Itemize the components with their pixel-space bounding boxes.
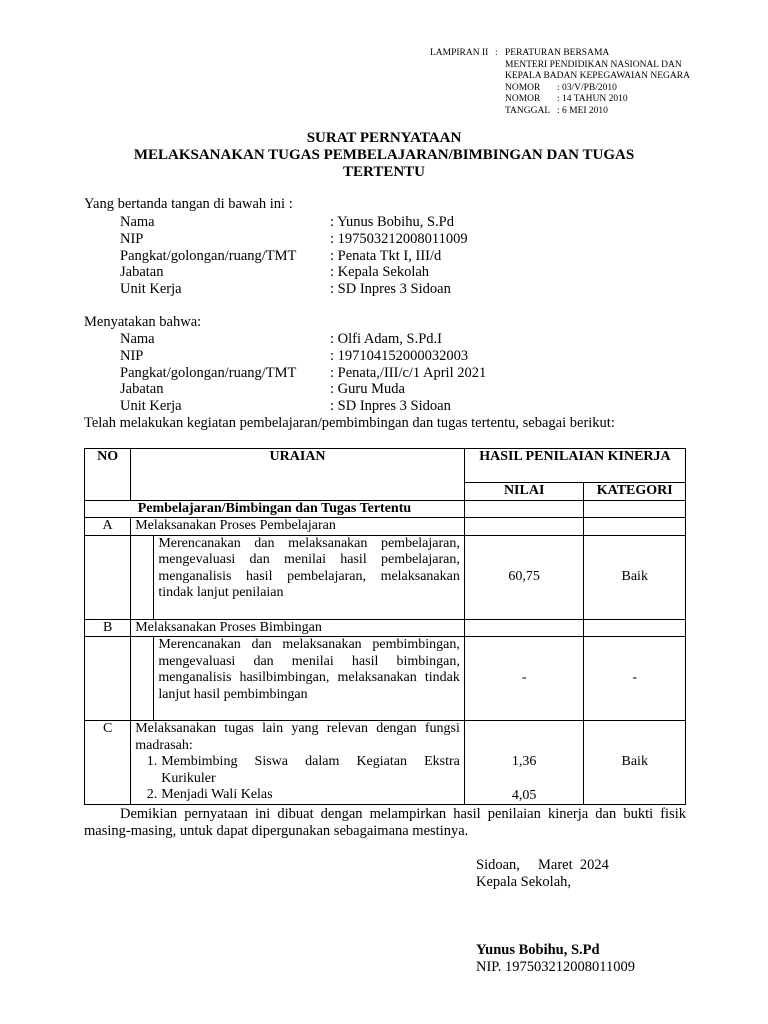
assessment-table <box>84 448 686 805</box>
header-uraian: URAIAN <box>131 449 465 501</box>
field-label: Pangkat/golongan/ruang/TMT <box>120 247 297 264</box>
title-line-2: MELAKSANAKAN TUGAS PEMBELAJARAN/BIMBINGAN DAN TUGAS <box>133 147 635 163</box>
row-b-kategori: - <box>584 637 686 721</box>
field-label: Nama <box>120 331 155 347</box>
lampiran-label: LAMPIRAN II <box>430 48 489 58</box>
empty-cell <box>464 619 584 637</box>
field-value: : SD Inpres 3 Sidoan <box>330 398 451 415</box>
indent-cell <box>131 637 154 721</box>
field-label: Nama <box>120 214 155 230</box>
row-b-no: B <box>85 619 131 637</box>
row-c-title: Melaksanakan tugas lain yang relevan dengan fungsi madrasah: <box>135 721 460 753</box>
row-c-nilai <box>464 721 584 805</box>
statement-intro: Menyatakan bahwa: <box>84 314 202 330</box>
signature-role: Kepala Sekolah, <box>476 874 572 890</box>
empty-cell <box>584 518 686 536</box>
header-kategori: KATEGORI <box>584 483 686 501</box>
field-label: Unit Kerja <box>120 398 182 415</box>
title-line-1: SURAT PERNYATAAN <box>306 130 462 146</box>
item-number: 1. <box>146 754 158 769</box>
field-value: : Guru Muda <box>330 381 405 398</box>
row-c-item-1-kategori: Baik <box>621 754 648 769</box>
lampiran-value: : 03/V/PB/2010 <box>557 82 617 93</box>
indent-cell <box>131 535 154 619</box>
item-number: 2. <box>146 787 158 802</box>
lampiran-colon: : <box>495 48 498 58</box>
row-b-title: Melaksanakan Proses Bimbingan <box>131 619 465 637</box>
field-value: : Penata Tkt I, III/d <box>330 247 442 264</box>
item-text: Menjadi Wali Kelas <box>161 787 273 802</box>
empty-cell <box>584 500 686 518</box>
empty-cell <box>464 500 584 518</box>
lampiran-header <box>430 48 750 117</box>
empty-cell <box>85 535 131 619</box>
row-c-item-2 <box>135 787 460 804</box>
field-label: Pangkat/golongan/ruang/TMT <box>120 364 297 381</box>
closing-paragraph: Demikian pernyataan ini dibuat dengan melampirkan hasil penilaian kinerja dan bukti fisik masing-masing, untuk dapat dipergunakan sebagaimana mestinya. <box>84 806 686 839</box>
empty-cell <box>464 518 584 536</box>
activity-intro: Telah melakukan kegiatan pembelajaran/pembimbingan dan tugas tertentu, sebagai berikut: <box>84 415 615 431</box>
row-a-description: Merencanakan dan melaksanakan pembelajaran, mengevaluasi dan menilai hasil pembelajaran, menganalisis hasil pembelajaran, melaksanakan tindak lanjut penilaian <box>154 535 465 619</box>
row-b-description: Merencanakan dan melaksanakan pembimbingan, mengevaluasi dan menilai hasil bimbingan, menganalisis hasilbimbingan, melaksanakan tindak lanjut hasil pembimbingan <box>154 637 465 721</box>
lampiran-value: : 14 TAHUN 2010 <box>557 94 628 104</box>
row-a-kategori: Baik <box>584 535 686 619</box>
row-c-item-1-nilai: 1,36 <box>511 754 537 769</box>
signer-fields <box>120 214 680 298</box>
field-value: : Penata,/III/c/1 April 2021 <box>330 364 487 381</box>
intro-text: Yang bertanda tangan di bawah ini : <box>84 196 293 212</box>
lampiran-key: NOMOR <box>505 82 541 93</box>
field-value: : Kepala Sekolah <box>330 264 430 281</box>
title-line-3: TERTENTU <box>343 164 425 180</box>
field-label: NIP <box>120 230 144 247</box>
lampiran-line: KEPALA BADAN KEPEGAWAIAN NEGARA <box>505 71 690 81</box>
section-subheader: Pembelajaran/Bimbingan dan Tugas Tertentu <box>85 500 465 518</box>
subject-fields <box>120 331 680 415</box>
field-label: NIP <box>120 347 144 364</box>
row-c-kategori <box>584 721 686 805</box>
signature-name: Yunus Bobihu, S.Pd <box>476 942 600 958</box>
empty-cell <box>584 619 686 637</box>
header-nilai: NILAI <box>464 483 584 501</box>
field-value: : Yunus Bobihu, S.Pd <box>330 214 454 230</box>
field-label: Jabatan <box>120 381 164 398</box>
header-hasil: HASIL PENILAIAN KINERJA <box>464 449 685 483</box>
signature-nip: NIP. 197503212008011009 <box>476 959 635 975</box>
field-label: Jabatan <box>120 264 164 281</box>
lampiran-key: NOMOR <box>505 94 541 104</box>
row-c-item-1 <box>135 754 460 787</box>
field-value: : 197503212008011009 <box>330 230 468 247</box>
empty-cell <box>85 637 131 721</box>
signature-place-date: Sidoan, Maret 2024 <box>476 857 609 873</box>
row-a-no: A <box>85 518 131 536</box>
row-b-nilai: - <box>464 637 584 721</box>
row-c-content <box>131 721 465 805</box>
field-value: : 197104152000032003 <box>330 347 469 364</box>
field-value: : Olfi Adam, S.Pd.I <box>330 331 442 347</box>
lampiran-line: PERATURAN BERSAMA <box>505 48 610 58</box>
lampiran-line: MENTERI PENDIDIKAN NASIONAL DAN <box>505 59 682 70</box>
row-c-item-2-nilai: 4,05 <box>511 787 537 803</box>
row-a-nilai: 60,75 <box>464 535 584 619</box>
row-c-no: C <box>85 721 131 805</box>
lampiran-value: : 6 MEI 2010 <box>557 105 608 116</box>
item-text: Membimbing Siswa dalam Kegiatan Ekstra Kurikuler <box>161 754 460 786</box>
lampiran-key: TANGGAL <box>505 105 551 116</box>
document-title <box>84 130 684 181</box>
row-a-title: Melaksanakan Proses Pembelajaran <box>131 518 465 536</box>
field-label: Unit Kerja <box>120 281 182 298</box>
field-value: : SD Inpres 3 Sidoan <box>330 281 451 298</box>
header-no: NO <box>85 449 131 501</box>
